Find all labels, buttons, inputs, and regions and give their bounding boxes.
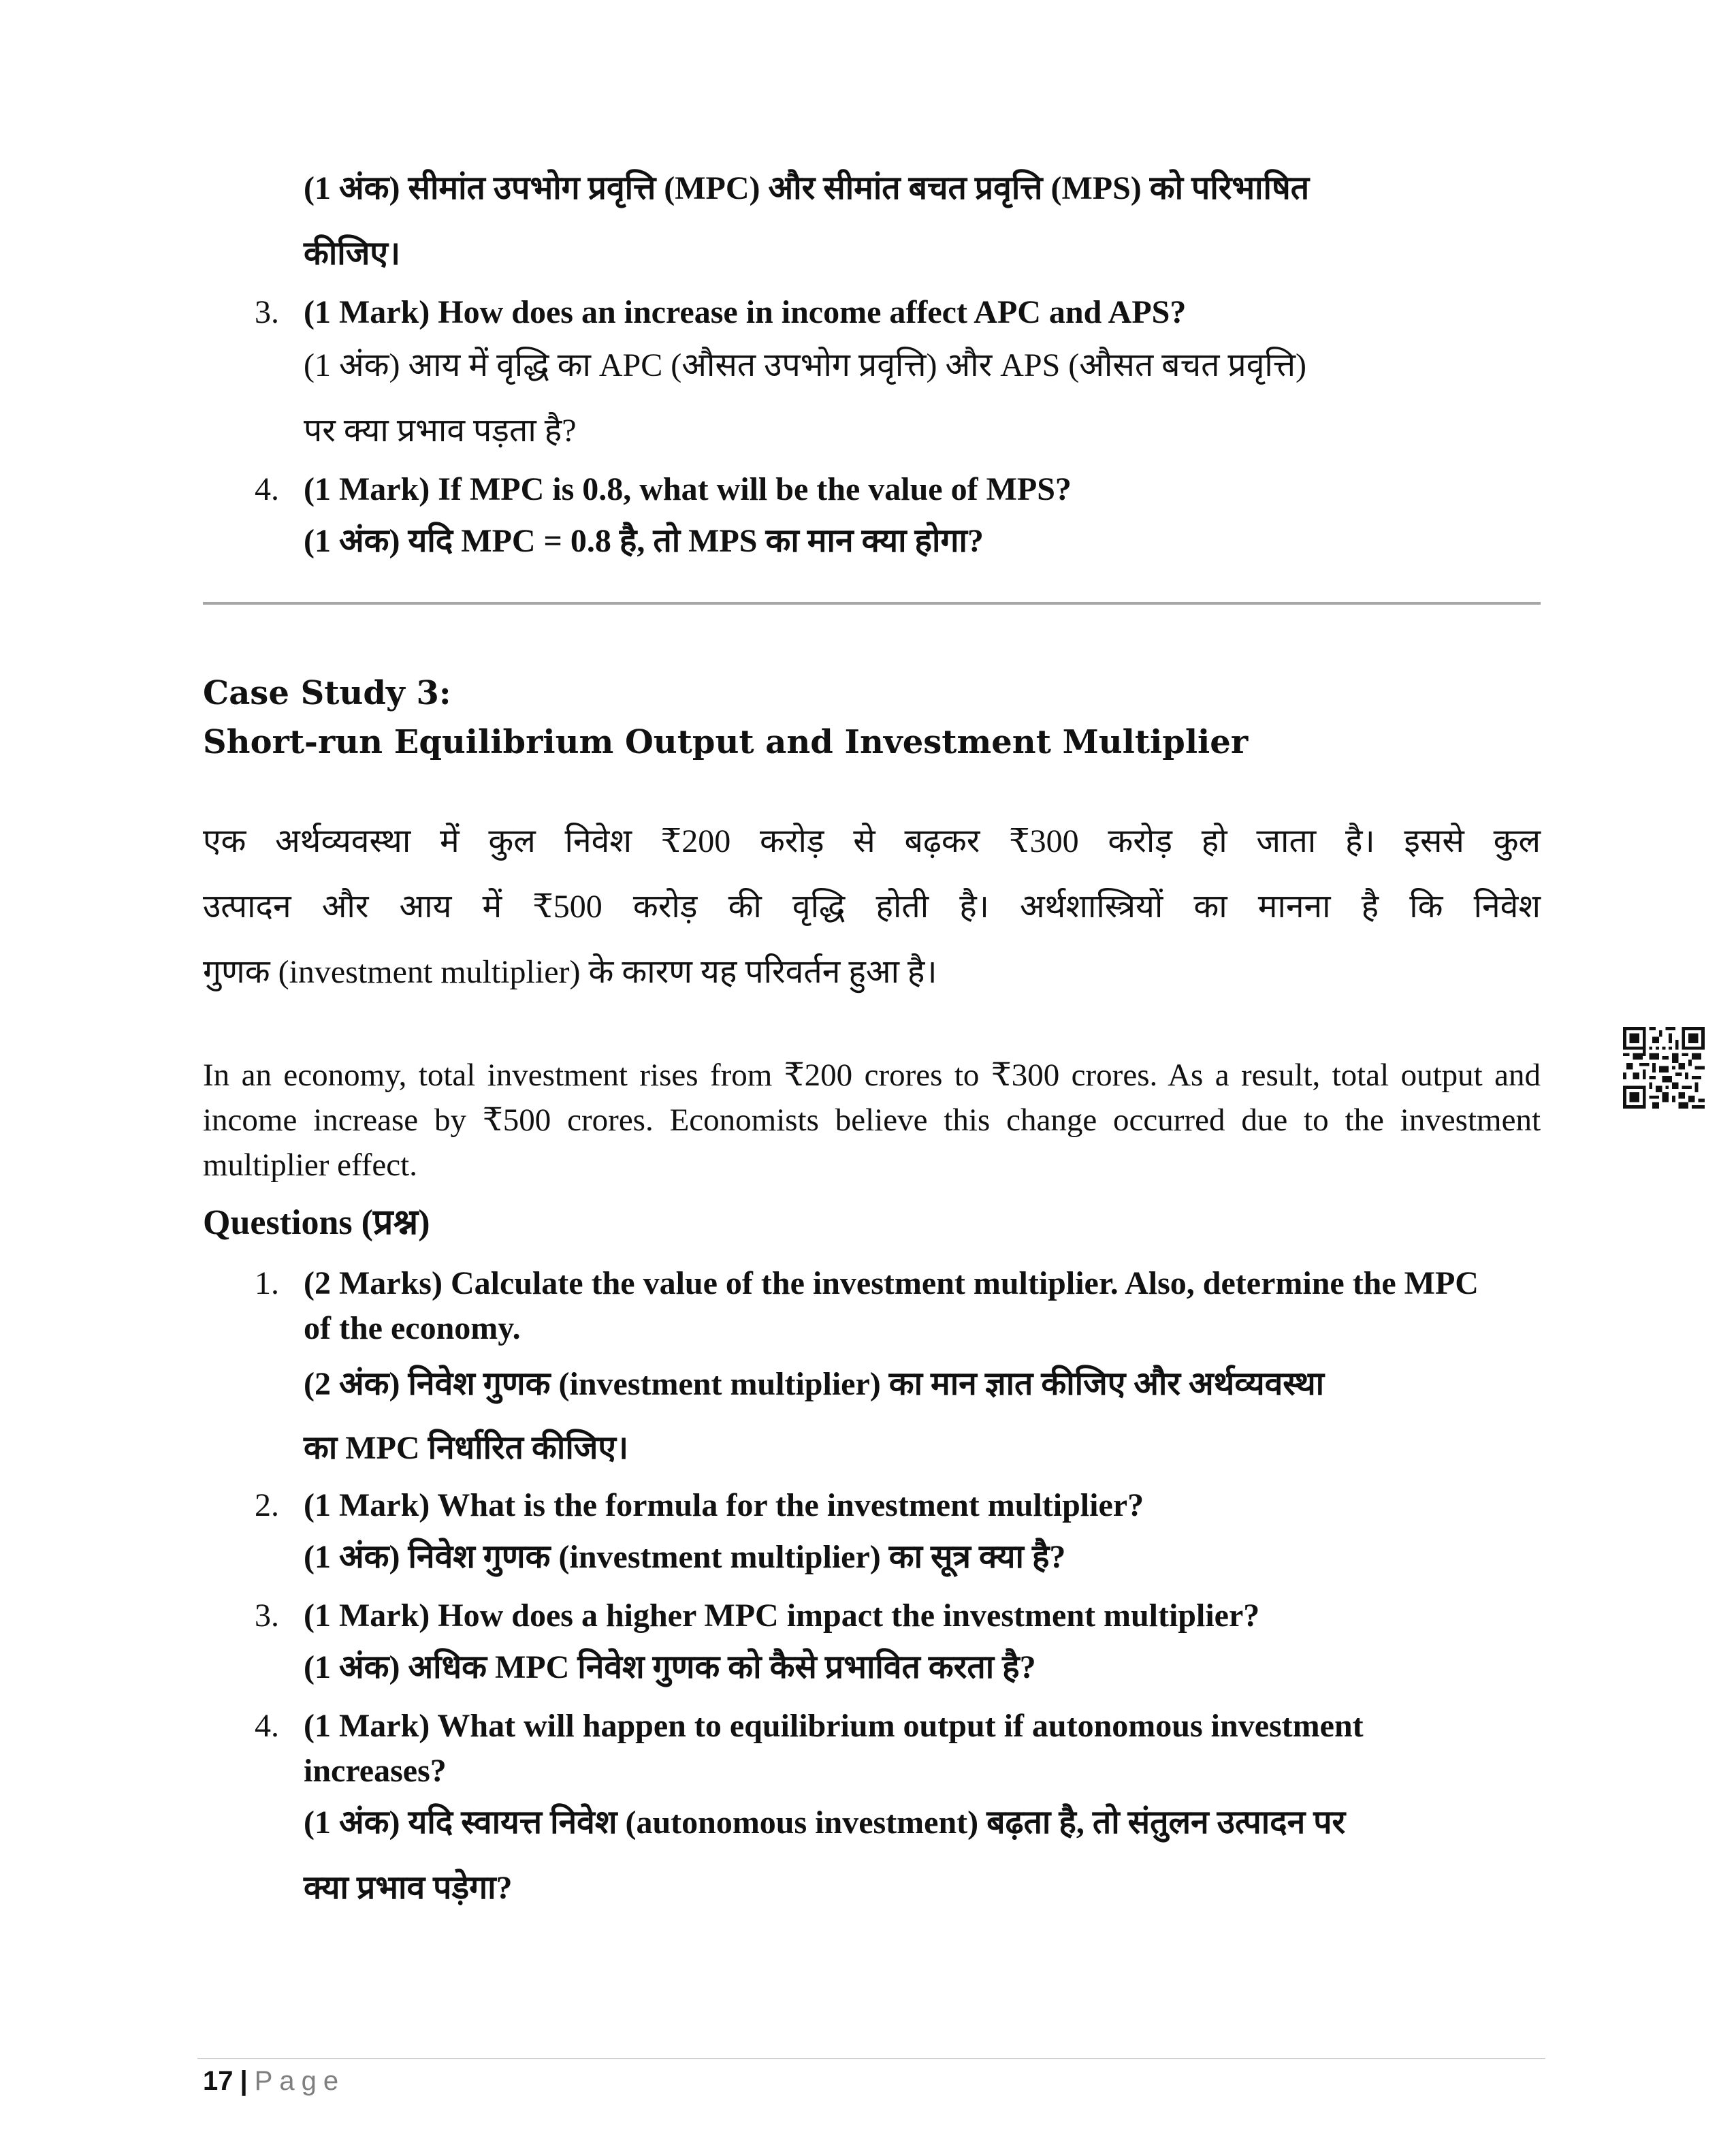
footer-separator: |	[240, 2066, 248, 2096]
q3-number: 3.	[255, 1598, 279, 1634]
prev-q2-hindi-line2: कीजिए।	[304, 236, 401, 272]
hindi-paragraph-line3: गुणक (investment multiplier) के कारण यह परिवर्तन हुआ है।	[203, 954, 937, 990]
prev-q2-hindi-line1: (1 अंक) सीमांत उपभोग प्रवृत्ति (MPC) और सीमांत बचत प्रवृत्ति (MPS) को परिभाषित	[304, 170, 1310, 206]
q2-english: (1 Mark) What is the formula for the investment multiplier?	[304, 1487, 1144, 1523]
q4-hindi-line1: (1 अंक) यदि स्वायत्त निवेश (autonomous investment) बढ़ता है, तो संतुलन उत्पादन पर	[304, 1805, 1346, 1841]
section-divider	[203, 602, 1541, 605]
footer-divider	[197, 2058, 1545, 2059]
qr-code-icon	[1623, 1027, 1705, 1109]
prev-q3-number: 3.	[255, 294, 279, 330]
q1-number: 1.	[255, 1265, 279, 1301]
prev-q4-english: (1 Mark) If MPC is 0.8, what will be the value of MPS?	[304, 471, 1072, 507]
page-label: Page	[254, 2066, 346, 2096]
questions-heading: Questions (प्रश्न)	[203, 1203, 430, 1242]
english-paragraph: In an economy, total investment rises from ₹200 crores to ₹300 crores. As a result, total output and income increase by ₹500 crores. Economists believe this change occurred due to the investment multiplier effect.	[203, 1058, 1541, 1183]
q2-number: 2.	[255, 1487, 279, 1523]
hindi-paragraph-line2: उत्पादन और आय में ₹500 करोड़ की वृद्धि होती है। अर्थशास्त्रियों का मानना है कि निवेश	[203, 889, 1541, 925]
q4-hindi-line2: क्या प्रभाव पड़ेगा?	[304, 1870, 513, 1906]
q1-english-line2: of the economy.	[304, 1310, 521, 1346]
prev-q4-hindi: (1 अंक) यदि MPC = 0.8 है, तो MPS का मान क्या होगा?	[304, 523, 984, 559]
q1-hindi-line2: का MPC निर्धारित कीजिए।	[304, 1430, 629, 1466]
prev-q3-english: (1 Mark) How does an increase in income affect APC and APS?	[304, 294, 1187, 330]
page-number: 17	[203, 2066, 234, 2096]
hindi-paragraph-line1: एक अर्थव्यवस्था में कुल निवेश ₹200 करोड़ से बढ़कर ₹300 करोड़ हो जाता है। इससे कुल	[203, 823, 1541, 859]
case-study-label: Case Study 3:	[203, 674, 451, 712]
q3-english: (1 Mark) How does a higher MPC impact the investment multiplier?	[304, 1598, 1260, 1634]
q1-hindi-line1: (2 अंक) निवेश गुणक (investment multiplier) का मान ज्ञात कीजिए और अर्थव्यवस्था	[304, 1366, 1325, 1402]
q4-english-line1: (1 Mark) What will happen to equilibrium output if autonomous investment	[304, 1708, 1364, 1744]
prev-q3-hindi-line1: (1 अंक) आय में वृद्धि का APC (औसत उपभोग प्रवृत्ति) और APS (औसत बचत प्रवृत्ति)	[304, 347, 1307, 383]
page-footer	[203, 2063, 345, 2099]
prev-q3-hindi-line2: पर क्या प्रभाव पड़ता है?	[304, 413, 577, 449]
q1-english-line1: (2 Marks) Calculate the value of the investment multiplier. Also, determine the MPC	[304, 1265, 1479, 1301]
prev-q4-number: 4.	[255, 471, 279, 507]
case-study-title: Short-run Equilibrium Output and Investment Multiplier	[203, 723, 1249, 761]
q4-english-line2: increases?	[304, 1753, 447, 1789]
q3-hindi: (1 अंक) अधिक MPC निवेश गुणक को कैसे प्रभावित करता है?	[304, 1649, 1036, 1685]
q2-hindi: (1 अंक) निवेश गुणक (investment multiplier) का सूत्र क्या है?	[304, 1539, 1066, 1575]
q4-number: 4.	[255, 1708, 279, 1744]
